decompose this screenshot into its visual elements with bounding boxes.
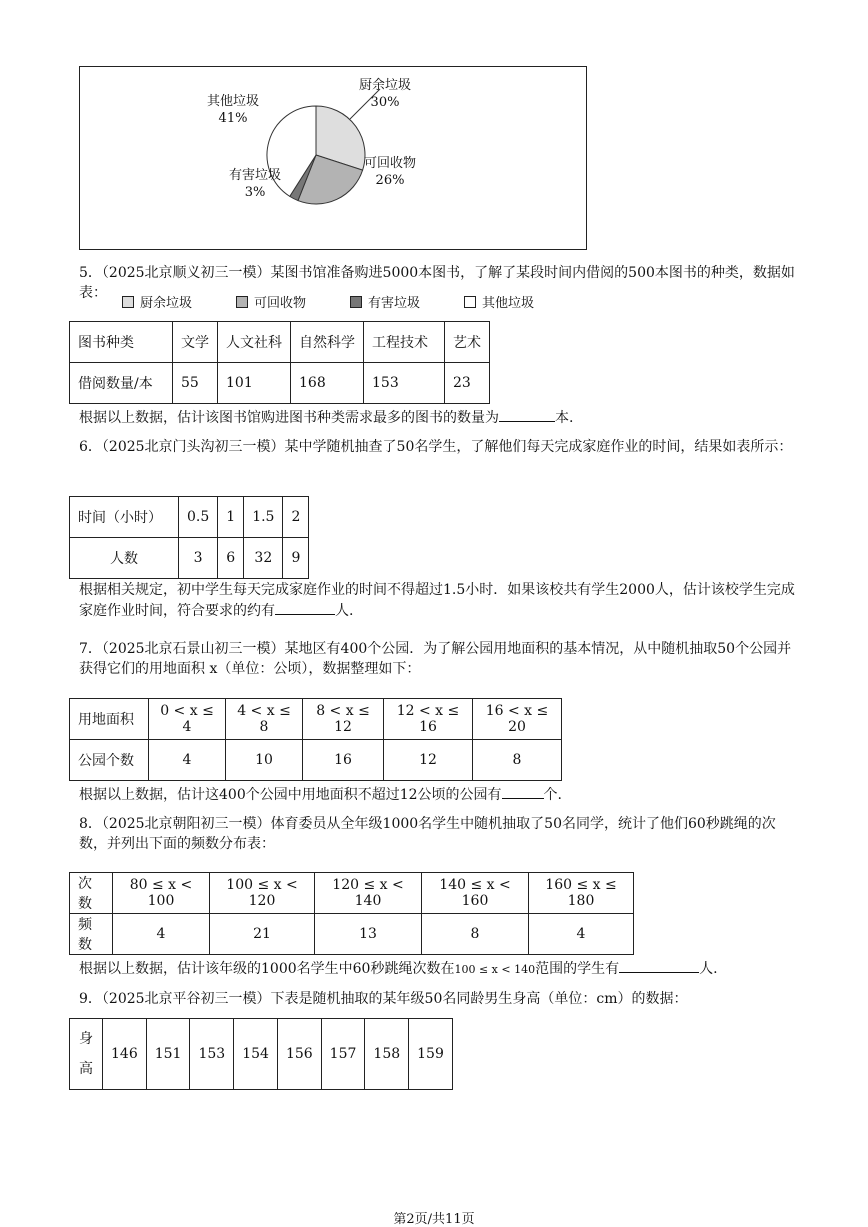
table-cell: 工程技术: [364, 322, 445, 363]
table-cell: 8: [473, 740, 562, 781]
table-cell: 人数: [70, 538, 179, 579]
table-cell: 次数: [70, 873, 113, 914]
table-cell: 160 ≤ x ≤ 180: [529, 873, 634, 914]
q6-question-text: 根据相关规定，初中学生每天完成家庭作业的时间不得超过1.5小时．如果该校共有学生2000人，估计该校学生完成家庭作业时间，符合要求的约有: [79, 582, 795, 619]
table-cell: 频数: [70, 914, 113, 955]
table-cell: 时间（小时）: [70, 497, 179, 538]
q7-question: [79, 784, 799, 805]
slice-label-other: [198, 93, 268, 127]
table-row: [70, 873, 634, 914]
table-cell: 32: [244, 538, 283, 579]
q6-question-unit: 人.: [335, 603, 354, 619]
legend-label: 有害垃圾: [368, 296, 421, 311]
table-cell: 0.5: [179, 497, 218, 538]
legend-label: 可回收物: [254, 296, 307, 311]
slice-label-recyclable: [350, 155, 430, 189]
answer-blank: [619, 958, 699, 973]
table-cell: 13: [315, 914, 422, 955]
answer-blank: [275, 600, 335, 615]
table-cell: 10: [226, 740, 303, 781]
q5-question-unit: 本.: [555, 410, 574, 426]
table-row: [70, 699, 562, 740]
table-cell: 16: [303, 740, 384, 781]
table-cell: 158: [365, 1019, 409, 1090]
q5-question-text: 根据以上数据，估计该图书馆购进图书种类需求最多的图书的数量为: [79, 410, 499, 426]
q7-question-text: 根据以上数据，估计这400个公园中用地面积不超过12公顷的公园有: [79, 787, 502, 803]
table-cell: 154: [234, 1019, 278, 1090]
table-cell: 公园个数: [70, 740, 149, 781]
q9-intro: 9．（2025北京平谷初三一模）下表是随机抽取的某年级50名同龄男生身高（单位：cm）的数据：: [79, 991, 688, 1007]
table-cell: 借阅数量/本: [70, 363, 173, 404]
table-cell: 23: [445, 363, 490, 404]
table-cell: 人文社科: [218, 322, 291, 363]
answer-blank: [499, 407, 555, 422]
table-cell: 艺术: [445, 322, 490, 363]
q9-table: [69, 1018, 453, 1090]
q7-question-unit: 个.: [543, 787, 562, 803]
table-cell: 用地面积: [70, 699, 149, 740]
table-cell: 120 ≤ x < 140: [315, 873, 422, 914]
table-cell: 6: [218, 538, 244, 579]
table-row: [70, 363, 490, 404]
slice-label-other-name: 其他垃圾: [206, 94, 259, 109]
slice-label-hazardous-name: 有害垃圾: [228, 168, 281, 183]
slice-label-kitchen: [350, 77, 420, 111]
table-cell: 153: [190, 1019, 234, 1090]
q8-question: [79, 958, 799, 980]
answer-blank: [502, 784, 544, 799]
table-row: [70, 322, 490, 363]
table-cell: 图书种类: [70, 322, 173, 363]
table-cell: 159: [409, 1019, 453, 1090]
q8-question-text: 根据以上数据，估计该年级的1000名学生中60秒跳绳次数在: [79, 961, 455, 977]
table-cell: 80 ≤ x < 100: [113, 873, 210, 914]
table-cell: 157: [321, 1019, 365, 1090]
slice-label-hazardous-percent: 3%: [244, 185, 266, 200]
page-number: 第2页/共11页: [393, 1212, 475, 1227]
table-cell: 3: [179, 538, 218, 579]
q5-question: [79, 407, 799, 428]
slice-label-kitchen-percent: 30%: [370, 95, 400, 110]
table-row: [70, 497, 309, 538]
table-cell: 55: [173, 363, 218, 404]
table-cell: 146: [103, 1019, 147, 1090]
legend-label: 其他垃圾: [482, 296, 535, 311]
q7-intro: 7．（2025北京石景山初三一模）某地区有400个公园．为了解公园用地面积的基本情况，从中随机抽取50个公园并获得它们的用地面积 x（单位：公顷），数据整理如下：: [79, 641, 792, 677]
q8-intro: 8．（2025北京朝阳初三一模）体育委员从全年级1000名学生中随机抽取了50名同学，统计了他们60秒跳绳的次数，并列出下面的频数分布表：: [79, 816, 776, 852]
table-header-cell: [70, 1019, 103, 1090]
slice-label-other-percent: 41%: [218, 111, 248, 126]
q6-question: [79, 580, 799, 621]
table-row: [70, 740, 562, 781]
table-cell: 自然科学: [291, 322, 364, 363]
table-cell: 12: [384, 740, 473, 781]
table-cell: 21: [210, 914, 315, 955]
table-cell: 9: [283, 538, 309, 579]
table-cell: 4 < x ≤ 8: [226, 699, 303, 740]
legend-label: 厨余垃圾: [140, 296, 193, 311]
q8-question-unit: 人.: [699, 961, 718, 977]
table-cell: 0 < x ≤ 4: [149, 699, 226, 740]
q5-intro: 5．（2025北京顺义初三一模）某图书馆准备购进5000本图书，了解了某段时间内借阅的500本图书的种类，数据如表：: [79, 265, 795, 301]
table-cell: 4: [529, 914, 634, 955]
table-row: [70, 538, 309, 579]
table-row: [70, 1019, 453, 1090]
table-cell: 1: [218, 497, 244, 538]
table-cell: 140 ≤ x < 160: [422, 873, 529, 914]
q5-table: [69, 321, 490, 404]
q8-table: [69, 872, 634, 955]
table-cell: 8: [422, 914, 529, 955]
table-cell: 2: [283, 497, 309, 538]
table-cell: 100 ≤ x < 120: [210, 873, 315, 914]
slice-label-recyclable-name: 可回收物: [363, 156, 416, 171]
table-cell: 4: [113, 914, 210, 955]
q8-question-text-mid: 范围的学生有: [535, 961, 620, 977]
table-cell: 1.5: [244, 497, 283, 538]
table-cell: 4: [149, 740, 226, 781]
table-cell: 12 < x ≤ 16: [384, 699, 473, 740]
table-cell: 168: [291, 363, 364, 404]
table-row: [70, 914, 634, 955]
header-char-top: 身: [79, 1031, 93, 1047]
table-cell: 文学: [173, 322, 218, 363]
slice-label-recyclable-percent: 26%: [375, 173, 405, 188]
table-cell: 101: [218, 363, 291, 404]
q6-table: [69, 496, 309, 579]
q6-intro: 6．（2025北京门头沟初三一模）某中学随机抽查了50名学生，了解他们每天完成家庭作业的时间，结果如表所示：: [79, 439, 793, 455]
pie-chart-svg: [80, 67, 588, 251]
table-cell: 156: [277, 1019, 321, 1090]
table-cell: 151: [146, 1019, 190, 1090]
slice-label-hazardous: [220, 167, 290, 201]
table-cell: 153: [364, 363, 445, 404]
q7-table: [69, 698, 562, 781]
table-cell: 16 < x ≤ 20: [473, 699, 562, 740]
q8-question-range: 100 ≤ x < 140: [454, 963, 536, 976]
slice-label-kitchen-name: 厨余垃圾: [358, 78, 411, 93]
header-char-bottom: 高: [79, 1061, 93, 1077]
table-cell: 8 < x ≤ 12: [303, 699, 384, 740]
